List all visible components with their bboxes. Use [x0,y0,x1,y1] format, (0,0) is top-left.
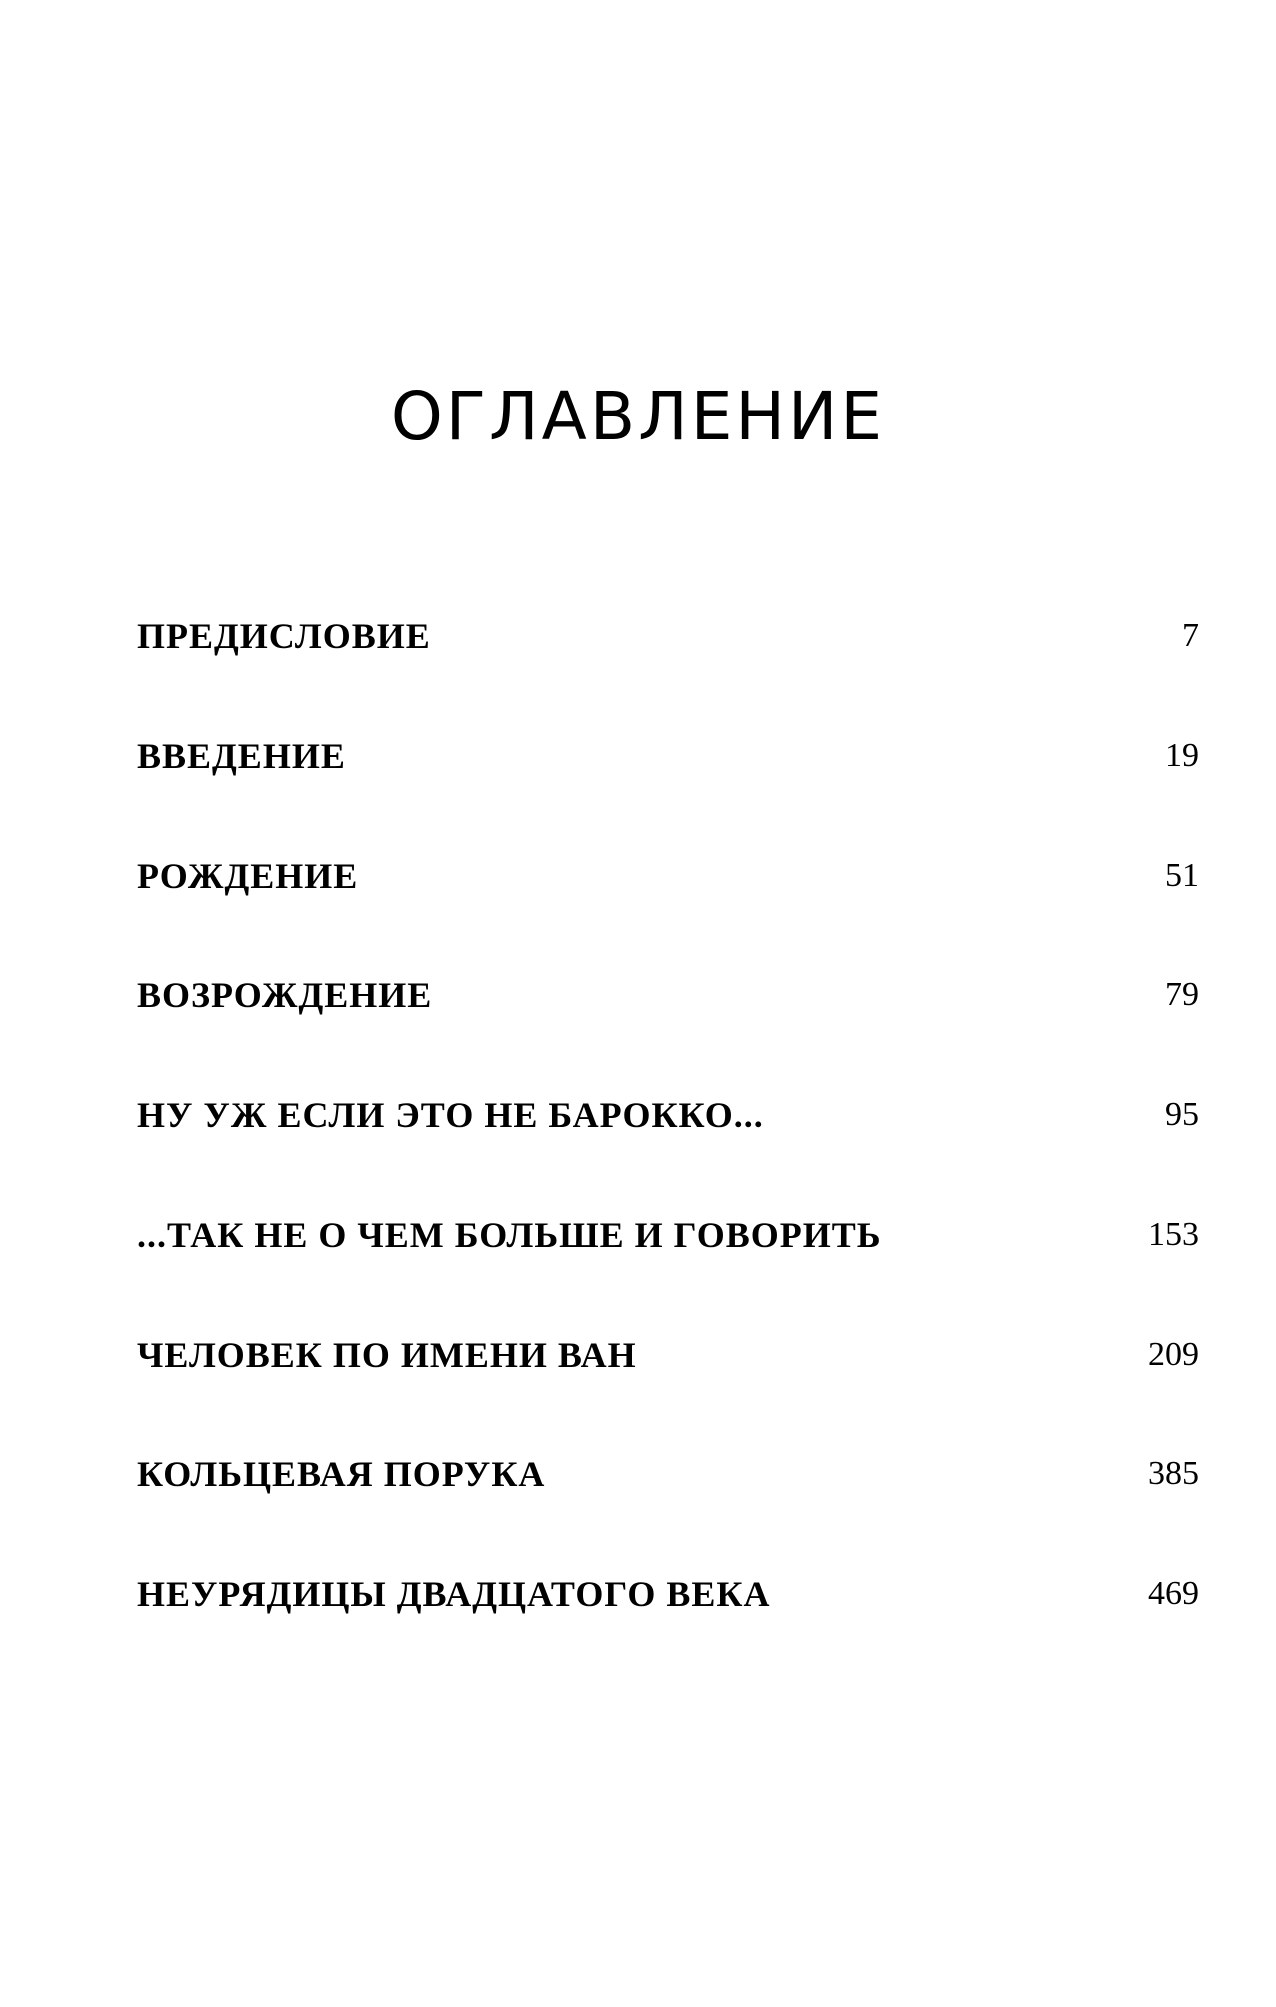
toc-entry [137,851,1199,901]
toc-entry-title: ...ТАК НЕ О ЧЕМ БОЛЬШЕ И ГОВОРИТЬ [137,1215,882,1255]
toc-entry-title: НЕУРЯДИЦЫ ДВАДЦАТОГО ВЕКА [137,1574,771,1614]
toc-entry-title: ЧЕЛОВЕК ПО ИМЕНИ ВАН [137,1335,637,1375]
toc-entry-page-number: 469 [1148,1575,1199,1612]
toc-entry-page-number: 51 [1165,857,1199,894]
toc-entry-page-number: 95 [1165,1096,1199,1133]
toc-entry [137,1330,1199,1380]
toc-entry [137,1449,1199,1499]
toc-entry-title: ПРЕДИСЛОВИЕ [137,616,431,656]
toc-entry-title: НУ УЖ ЕСЛИ ЭТО НЕ БАРОККО... [137,1095,764,1135]
table-of-contents-heading: ОГЛАВЛЕНИЕ [390,378,886,455]
toc-entry [137,1210,1199,1260]
toc-entry-title: ВОЗРОЖДЕНИЕ [137,975,433,1015]
toc-entry [137,1569,1199,1619]
toc-entry-page-number: 7 [1182,617,1199,654]
toc-entry [137,731,1199,781]
toc-entry-page-number: 19 [1165,737,1199,774]
toc-entry-page-number: 385 [1148,1455,1199,1492]
toc-entry-page-number: 209 [1148,1336,1199,1373]
toc-entry-page-number: 153 [1148,1216,1199,1253]
toc-entry [137,1090,1199,1140]
toc-entry [137,611,1199,661]
toc-entry-title: КОЛЬЦЕВАЯ ПОРУКА [137,1454,546,1494]
toc-entry-title: РОЖДЕНИЕ [137,856,359,896]
toc-entry-title: ВВЕДЕНИЕ [137,736,346,776]
toc-entry-page-number: 79 [1165,976,1199,1013]
toc-entry [137,970,1199,1020]
